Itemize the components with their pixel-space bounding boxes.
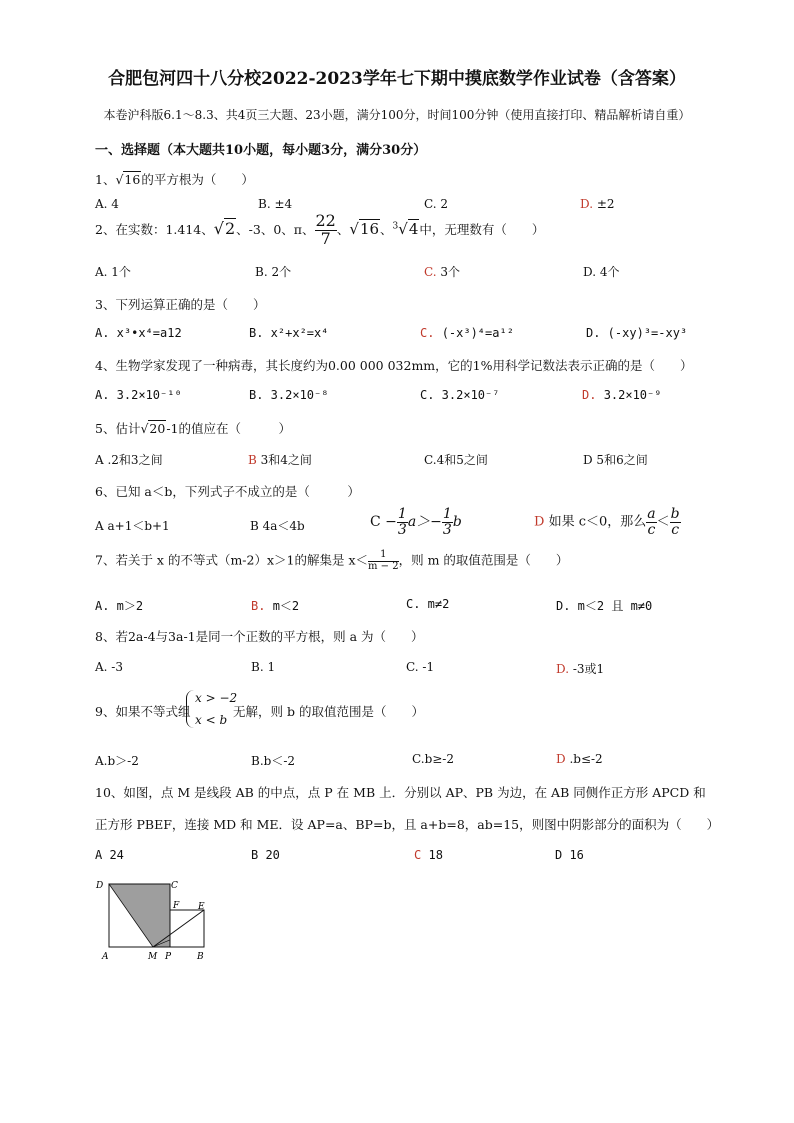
q8-option-d: D. -3或1 xyxy=(556,662,605,676)
q8-option-c: C. -1 xyxy=(406,660,435,674)
q8-option-a: A. -3 xyxy=(95,660,123,674)
q4-option-c: C. 3.2×10⁻⁷ xyxy=(420,388,500,402)
question-9: 9、如果不等式组 xyxy=(95,704,191,719)
q2-option-a: A. 1个 xyxy=(95,265,131,279)
q3-option-b: B. x²+x²=x⁴ xyxy=(249,326,329,340)
q9-condition-2: x < b xyxy=(195,713,228,727)
q2-option-d: D. 4个 xyxy=(583,265,620,279)
label-b: B xyxy=(197,952,204,962)
q5-option-b: B 3和4之间 xyxy=(248,453,312,467)
shaded-region-upper xyxy=(109,884,170,947)
q7-option-b: B. m＜2 xyxy=(251,599,300,613)
q1-option-c: C. 2 xyxy=(424,197,449,211)
q6-option-d: D 如果 c＜0，那么 $\frac{a}{c}$ ＜ $\frac{b}{c}$ xyxy=(534,506,680,538)
q10-option-b: B 20 xyxy=(251,848,280,862)
q5-option-d: D 5和6之间 xyxy=(583,453,648,467)
q1-option-d: D. ±2 xyxy=(580,197,615,211)
page-title: 合肥包河四十八分校2022-2023学年七下期中摸底数学作业试卷（含答案） xyxy=(108,69,686,89)
label-e: E xyxy=(198,902,205,912)
q3-option-a: A. x³•x⁴=a12 xyxy=(95,326,182,340)
label-p: P xyxy=(165,952,172,962)
q1-option-a: A. 4 xyxy=(95,197,119,211)
q9-option-a: A.b＞-2 xyxy=(95,754,139,768)
question-10-line-2: 正方形 PBEF，连接 MD 和 ME．设 AP=a、BP=b，且 a+b=8，ab=15，则图中阴影部分的面积为（ ） xyxy=(95,817,720,832)
q9-option-c: C.b≥-2 xyxy=(412,752,454,766)
question-7: 7、若关于 x 的不等式（m-2）x＞1的解集是 x＜ $\frac{1}{m - 2}$ ，则 m 的取值范围是（ ） xyxy=(95,549,569,572)
q9-condition-1: x > −2 xyxy=(195,691,238,705)
q9-option-d: D .b≤-2 xyxy=(556,752,603,766)
q7-option-c: C. m≠2 xyxy=(406,597,450,611)
q10-option-d: D 16 xyxy=(555,848,584,862)
label-c: C xyxy=(171,881,178,891)
q9-brace xyxy=(186,690,195,728)
q10-option-c: C 18 xyxy=(414,848,443,862)
question-2: 2、在实数：1.414、√2、-3、0、π、 $\frac{22}{7}$ 、√16、$^3$√4中，无理数有（ ） xyxy=(95,211,545,248)
q5-option-c: C.4和5之间 xyxy=(424,453,488,467)
geometry-figure xyxy=(90,870,220,965)
q6-option-b: B 4a＜4b xyxy=(250,519,305,533)
question-4: 4、生物学家发现了一种病毒，其长度约为0.00 000 032mm，它的1%用科学记数法表示正确的是（ ） xyxy=(95,358,693,373)
label-f: F xyxy=(173,901,180,911)
page-subtitle: 本卷沪科版6.1～8.3、共4页三大题、23小题，满分100分，时间100分钟（使用直接打印、精品解析请自重） xyxy=(103,108,691,122)
q6-option-c: C − $\frac{1}{3}$ a＞− $\frac{1}{3}$ b xyxy=(370,506,462,538)
q9-option-b: B.b＜-2 xyxy=(251,754,296,768)
q10-option-a: A 24 xyxy=(95,848,124,862)
q6-option-a: A a+1＜b+1 xyxy=(95,519,170,533)
q3-option-d: D. (-xy)³=-xy³ xyxy=(586,326,688,340)
section-heading: 一、选择题（本大题共10小题，每小题3分，满分30分） xyxy=(95,143,427,158)
square-pbef xyxy=(170,910,204,947)
question-5: 5、估计√20-1的值应在（ ） xyxy=(95,421,292,436)
label-d: D xyxy=(96,881,104,891)
question-6: 6、已知 a＜b，下列式子不成立的是（ ） xyxy=(95,484,360,499)
q2-option-b: B. 2个 xyxy=(255,265,292,279)
q4-option-d: D. 3.2×10⁻⁹ xyxy=(582,388,662,402)
question-1: 1、√16的平方根为（ ） xyxy=(95,172,254,187)
q7-option-a: A. m＞2 xyxy=(95,599,144,613)
question-10-line-1: 10、如图，点 M 是线段 AB 的中点，点 P 在 MB 上．分别以 AP、PB 为边，在 AB 同侧作正方形 APCD 和 xyxy=(95,785,706,800)
q4-option-a: A. 3.2×10⁻¹⁰ xyxy=(95,388,182,402)
q8-option-b: B. 1 xyxy=(251,660,276,674)
question-8: 8、若2a-4与3a-1是同一个正数的平方根，则 a 为（ ） xyxy=(95,629,424,644)
q7-option-d: D. m＜2 且 m≠0 xyxy=(556,599,653,613)
question-9-tail: 无解，则 b 的取值范围是（ ） xyxy=(233,704,424,719)
q2-option-c: C. 3个 xyxy=(424,265,461,279)
q4-option-b: B. 3.2×10⁻⁸ xyxy=(249,388,329,402)
q1-option-b: B. ±4 xyxy=(258,197,293,211)
q5-option-a: A .2和3之间 xyxy=(95,453,163,467)
question-3: 3、下列运算正确的是（ ） xyxy=(95,297,266,312)
label-m: M xyxy=(148,952,158,962)
label-a: A xyxy=(102,952,109,962)
q3-option-c: C. (-x³)⁴=a¹² xyxy=(420,326,514,340)
